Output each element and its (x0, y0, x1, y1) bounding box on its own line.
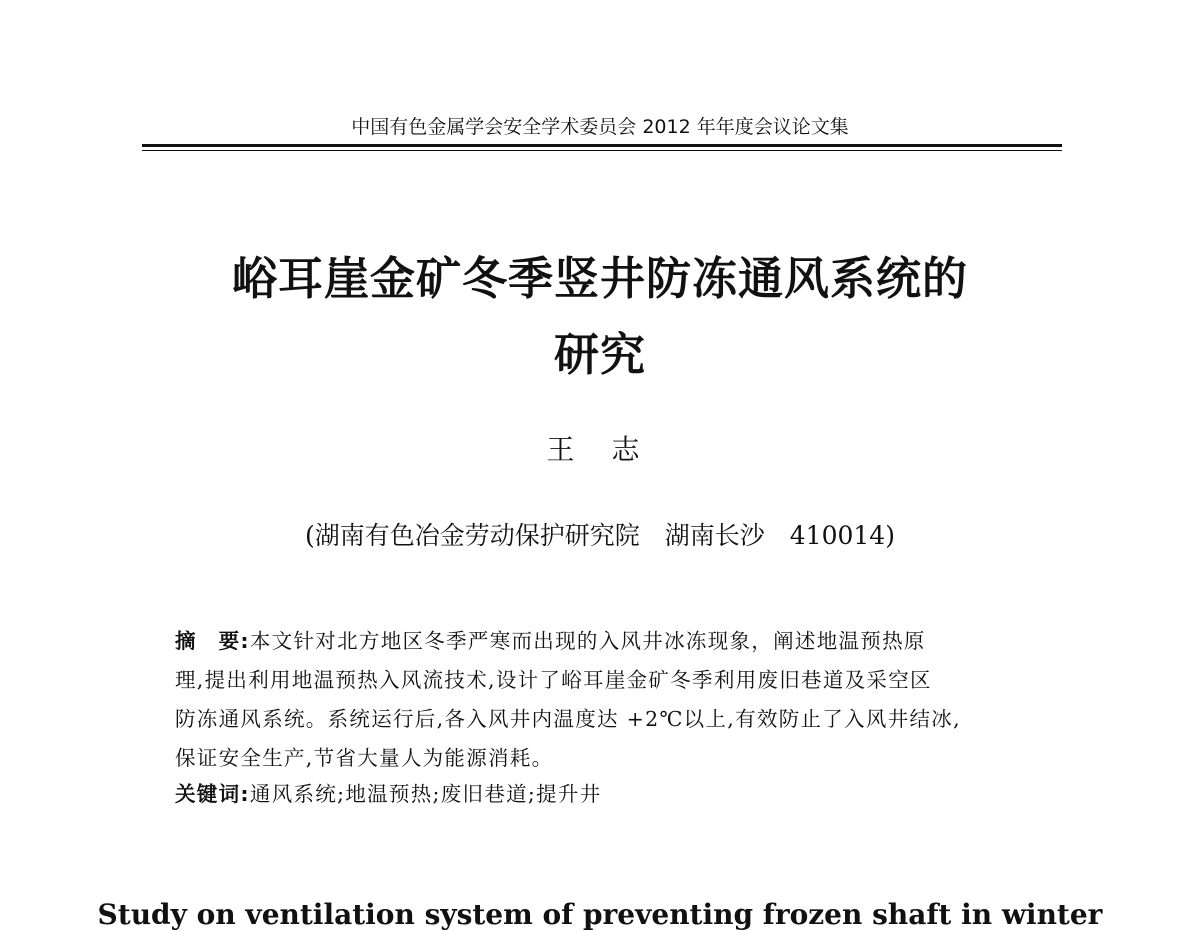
keywords-text: 通风系统;地温预热;废旧巷道;提升井 (249, 782, 602, 806)
keywords-label: 关键词: (175, 782, 250, 806)
affiliation: (湖南有色冶金劳动保护研究院 湖南长沙 410014) (305, 521, 895, 550)
paper-title-line-1: 峪耳崖金矿冬季竖井防冻通风系统的 (231, 252, 968, 305)
abstract-line-4: 保证安全生产,节省大量人为能源消耗。 (175, 746, 554, 770)
abstract-text: 本文针对北方地区冬季严寒而出现的入风井冰冻现象，阐述地温预热原 (249, 629, 926, 653)
abstract-line-2: 理,提出利用地温预热入风流技术,设计了峪耳崖金矿冬季利用废旧巷道及采空区 (175, 668, 932, 692)
header-rule-thin (142, 150, 1062, 151)
abstract-line-3: 防冻通风系统。系统运行后,各入风井内温度达 +2℃以上,有效防止了入风井结冰, (175, 707, 961, 731)
running-header: 中国有色金属学会安全学术委员会 2012 年年度会议论文集 (351, 116, 849, 138)
header-rule-thick (142, 144, 1062, 147)
paper-title-line-2: 研究 (553, 328, 646, 381)
author: 王 志 (546, 433, 654, 466)
keywords-line (175, 777, 602, 807)
abstract-label: 摘 要: (175, 629, 250, 653)
abstract-line-1 (175, 624, 926, 654)
english-title: Study on ventilation system of preventing frozen shaft in winter (97, 898, 1103, 931)
